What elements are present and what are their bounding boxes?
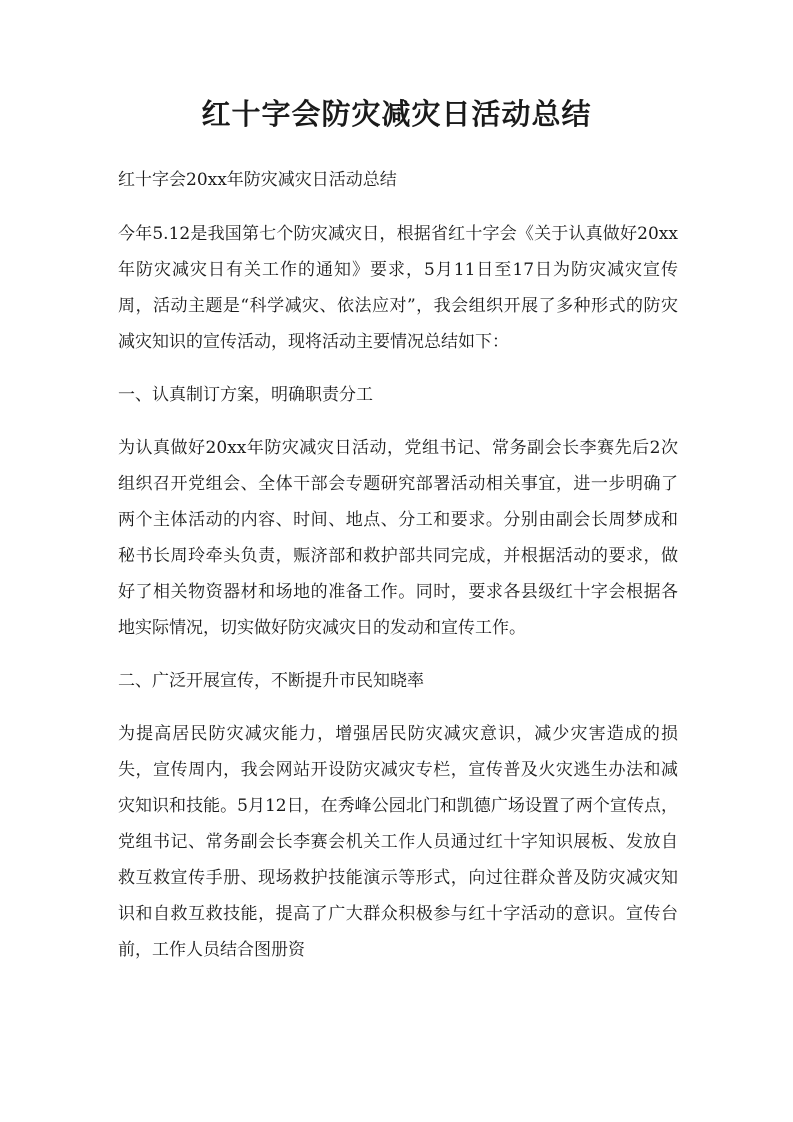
document-body bbox=[118, 162, 678, 985]
document-title: 红十字会防灾减灾日活动总结 bbox=[201, 97, 592, 131]
section-heading-1: 一、认真制订方案，明确职责分工 bbox=[118, 385, 373, 405]
document-subtitle: 红十字会20xx年防灾减灾日活动总结 bbox=[118, 170, 397, 190]
paragraph-section-1: 为认真做好20xx年防灾减灾日活动，党组书记、常务副会长李赛先后2次组织召开党组会、全体干部会专题研究部署活动相关事宜，进一步明确了两个主体活动的内容、时间、地点、分工和要求。分别由副会长周梦成和秘书长周玲牵头负责，赈济部和救护部共同完成，并根据活动的要求，做好了相关物资器材和场地的准备工作。同时，要求各县级红十字会根据各地实际情况，切实做好防灾减灾日的发动和宣传工作。 bbox=[118, 438, 678, 638]
paragraph-section-2: 为提高居民防灾减灾能力，增强居民防灾减灾意识，减少灾害造成的损失，宣传周内，我会网站开设防灾减灾专栏，宣传普及火灾逃生办法和减灾知识和技能。5月12日，在秀峰公园北门和凯德广场设置了两个宣传点，党组书记、常务副会长李赛会机关工作人员通过红十字知识展板、发放自救互救宣传手册、现场救护技能演示等形式，向过往群众普及防灾减灾知识和自救互救技能，提高了广大群众积极参与红十字活动的意识。宣传台前，工作人员结合图册资 bbox=[118, 724, 678, 960]
section-heading-2: 二、广泛开展宣传，不断提升市民知晓率 bbox=[118, 671, 424, 691]
paragraph-intro: 今年5.12是我国第七个防灾减灾日，根据省红十字会《关于认真做好20xx年防灾减灾日有关工作的通知》要求，5月11日至17日为防灾减灾宣传周，活动主题是“科学减灾、依法应对”，我会组织开展了多种形式的防灾减灾知识的宣传活动，现将活动主要情况总结如下： bbox=[118, 224, 678, 352]
